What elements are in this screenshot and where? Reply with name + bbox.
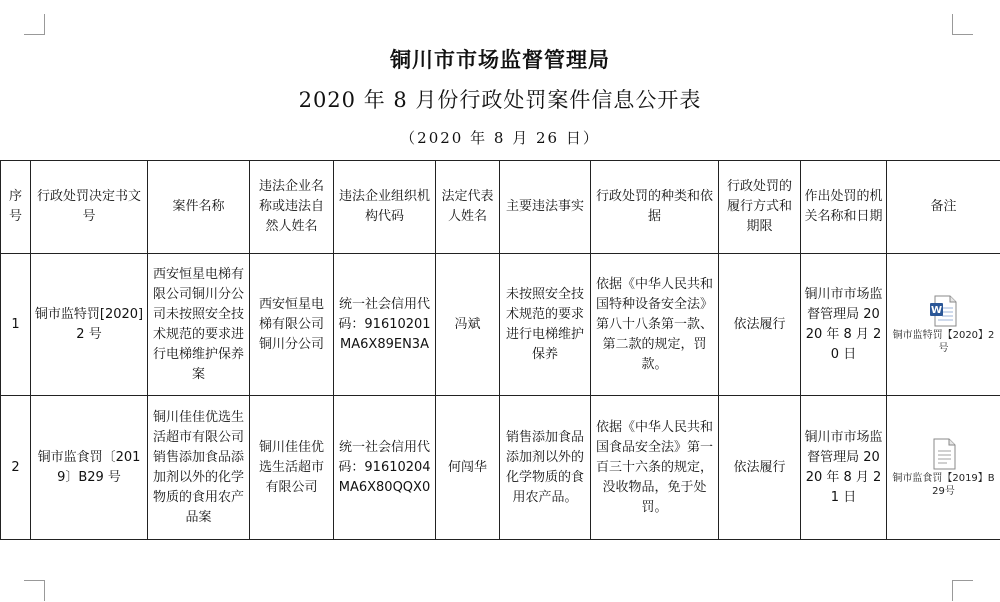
case-name: 铜川佳佳优选生活超市有限公司销售添加食品添加剂以外的化学物质的食用农产品案: [148, 396, 250, 540]
legal-representative: 何闯华: [436, 396, 500, 540]
penalty-table: [0, 160, 1000, 540]
header-cell: 法定代表人姓名: [436, 161, 500, 254]
svg-text:W: W: [930, 304, 942, 316]
org-code: 统一社会信用代码：91610201MA6X89EN3A: [334, 254, 436, 396]
company-name: 铜川佳佳优选生活超市有限公司: [250, 396, 334, 540]
attachment-word-doc[interactable]: [890, 295, 997, 355]
word-document-icon: [929, 295, 959, 327]
execution-method: 依法履行: [719, 396, 801, 540]
text-document-icon: [929, 438, 959, 470]
authority-and-date: 铜川市市场监督管理局 2020 年 8 月 21 日: [801, 396, 887, 540]
header-cell: 作出处罚的机关名称和日期: [801, 161, 887, 254]
attachment-cell: [887, 254, 1000, 396]
document-date: （2020 年 8 月 26 日）: [400, 129, 600, 147]
table-row: [1, 254, 1000, 396]
attachment-text-doc[interactable]: [890, 438, 997, 498]
header-cell: 行政处罚决定书文号: [31, 161, 148, 254]
company-name: 西安恒星电梯有限公司铜川分公司: [250, 254, 334, 396]
attachment-label: 铜市监食罚【2019】B29号: [892, 472, 995, 497]
header-cell: 案件名称: [148, 161, 250, 254]
header-cell: 违法企业名称或违法自然人姓名: [250, 161, 334, 254]
crop-mark-top-left: [24, 14, 45, 35]
decision-doc-number: 铜市监食罚〔2019〕B29 号: [31, 396, 148, 540]
row-number: 2: [1, 396, 31, 540]
table-row: [1, 396, 1000, 540]
org-code: 统一社会信用代码：91610204MA6X80QQX0: [334, 396, 436, 540]
header-cell: 行政处罚的履行方式和期限: [719, 161, 801, 254]
attachment-label: 铜市监特罚【2020】2号: [892, 329, 995, 354]
case-name: 西安恒星电梯有限公司铜川分公司未按照安全技术规范的要求进行电梯维护保养案: [148, 254, 250, 396]
table-header-row: [1, 161, 1000, 254]
document-subtitle: 2020 年 8 月份行政处罚案件信息公开表: [298, 88, 702, 112]
header-cell: 主要违法事实: [500, 161, 591, 254]
crop-mark-top-right: [952, 14, 973, 35]
header-cell: 备注: [887, 161, 1000, 254]
crop-mark-bottom-left: [24, 580, 45, 601]
legal-representative: 冯斌: [436, 254, 500, 396]
penalty-basis: 依据《中华人民共和国特种设备安全法》第八十八条第一款、第二款的规定，罚款。: [591, 254, 719, 396]
attachment-cell: [887, 396, 1000, 540]
header-cell: 行政处罚的种类和依据: [591, 161, 719, 254]
authority-and-date: 铜川市市场监督管理局 2020 年 8 月 20 日: [801, 254, 887, 396]
penalty-basis: 依据《中华人民共和国食品安全法》第一百三十六条的规定，没收物品，免于处罚。: [591, 396, 719, 540]
header-cell: 序号: [1, 161, 31, 254]
decision-doc-number: 铜市监特罚[2020]2 号: [31, 254, 148, 396]
violation-facts: 销售添加食品添加剂以外的化学物质的食用农产品。: [500, 396, 591, 540]
crop-mark-bottom-right: [952, 580, 973, 601]
row-number: 1: [1, 254, 31, 396]
execution-method: 依法履行: [719, 254, 801, 396]
header-cell: 违法企业组织机构代码: [334, 161, 436, 254]
violation-facts: 未按照安全技术规范的要求进行电梯维护保养: [500, 254, 591, 396]
document-title: 铜川市市场监督管理局: [390, 47, 610, 72]
